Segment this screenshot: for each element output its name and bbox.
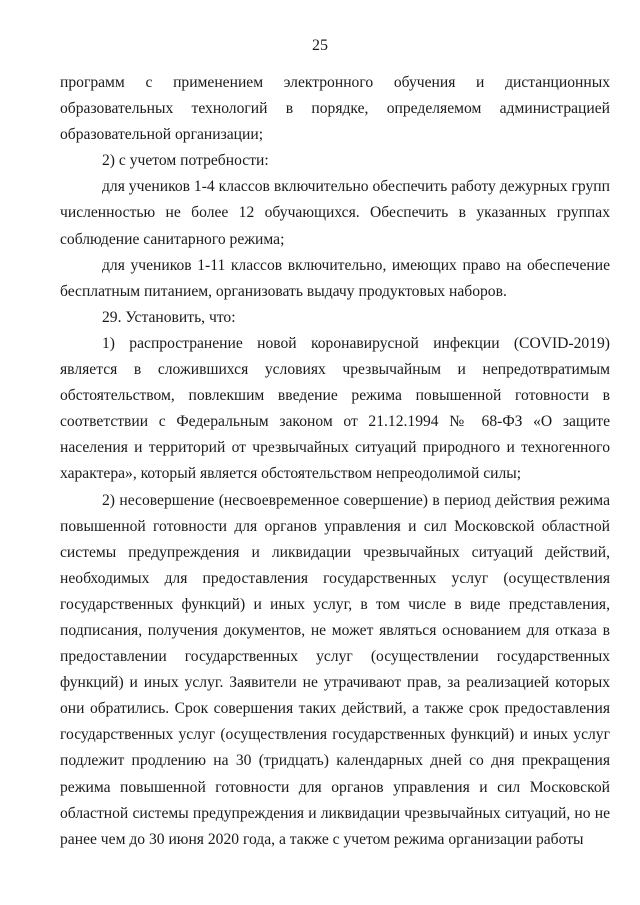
page-number: 25	[312, 37, 328, 54]
document-body	[60, 70, 610, 853]
paragraph-food-sets: для учеников 1-11 классов включительно, имеющих право на обеспечение бесплатным питанием, организовать выдачу продуктовых наборов.	[60, 256, 610, 300]
paragraph-duty-groups: для учеников 1-4 классов включительно обеспечить работу дежурных групп численностью не более 12 обучающихся. Обеспечить в указанных группах соблюдение санитарного режима;	[60, 178, 610, 248]
paragraph-continued-programs: программ с применением электронного обучения и дистанционных образовательных технологий в порядке, определяемом администрацией образовательной организации;	[60, 74, 610, 144]
paragraph-service-deadlines: 2) несовершение (несвоевременное совершение) в период действия режима повышенной готовности для органов управления и сил Московской областной системы предупреждения и ликвидации чрезвычайных ситуаций действий, необходимых для предоставления государственных услуг (осуществления государственных функций) и иных услуг, в том числе в виде представления, подписания, получения документов, не может являться основанием для отказа в предоставлении государственных услуг (осуществлении государственных функций) и иных услуг. Заявители не утрачивают прав, за реализацией которых они обратились. Срок совершения таких действий, а также срок предоставления государственных услуг (осуществления государственных функций) и иных услуг подлежит продлению на 30 (тридцать) календарных дней со дня прекращения режима повышенной готовности для органов управления и сил Московской областной системы предупреждения и ликвидации чрезвычайных ситуаций, но не ранее чем до 30 июня 2020 года, а также с учетом режима организации работы	[60, 491, 610, 848]
paragraph-item-2-needs: 2) с учетом потребности:	[102, 152, 269, 170]
paragraph-clause-29: 29. Установить, что:	[102, 308, 236, 326]
paragraph-force-majeure: 1) распространение новой коронавирусной инфекции (COVID-2019) является в сложившихся условиях чрезвычайным и непредотвратимым обстоятельством, повлекшим введение режима повышенной готовности в соответствии с Федеральным законом от 21.12.1994 № 68-ФЗ «О защите населения и территорий от чрезвычайных ситуаций природного и техногенного характера», который является обстоятельством непреодолимой силы;	[60, 334, 610, 483]
